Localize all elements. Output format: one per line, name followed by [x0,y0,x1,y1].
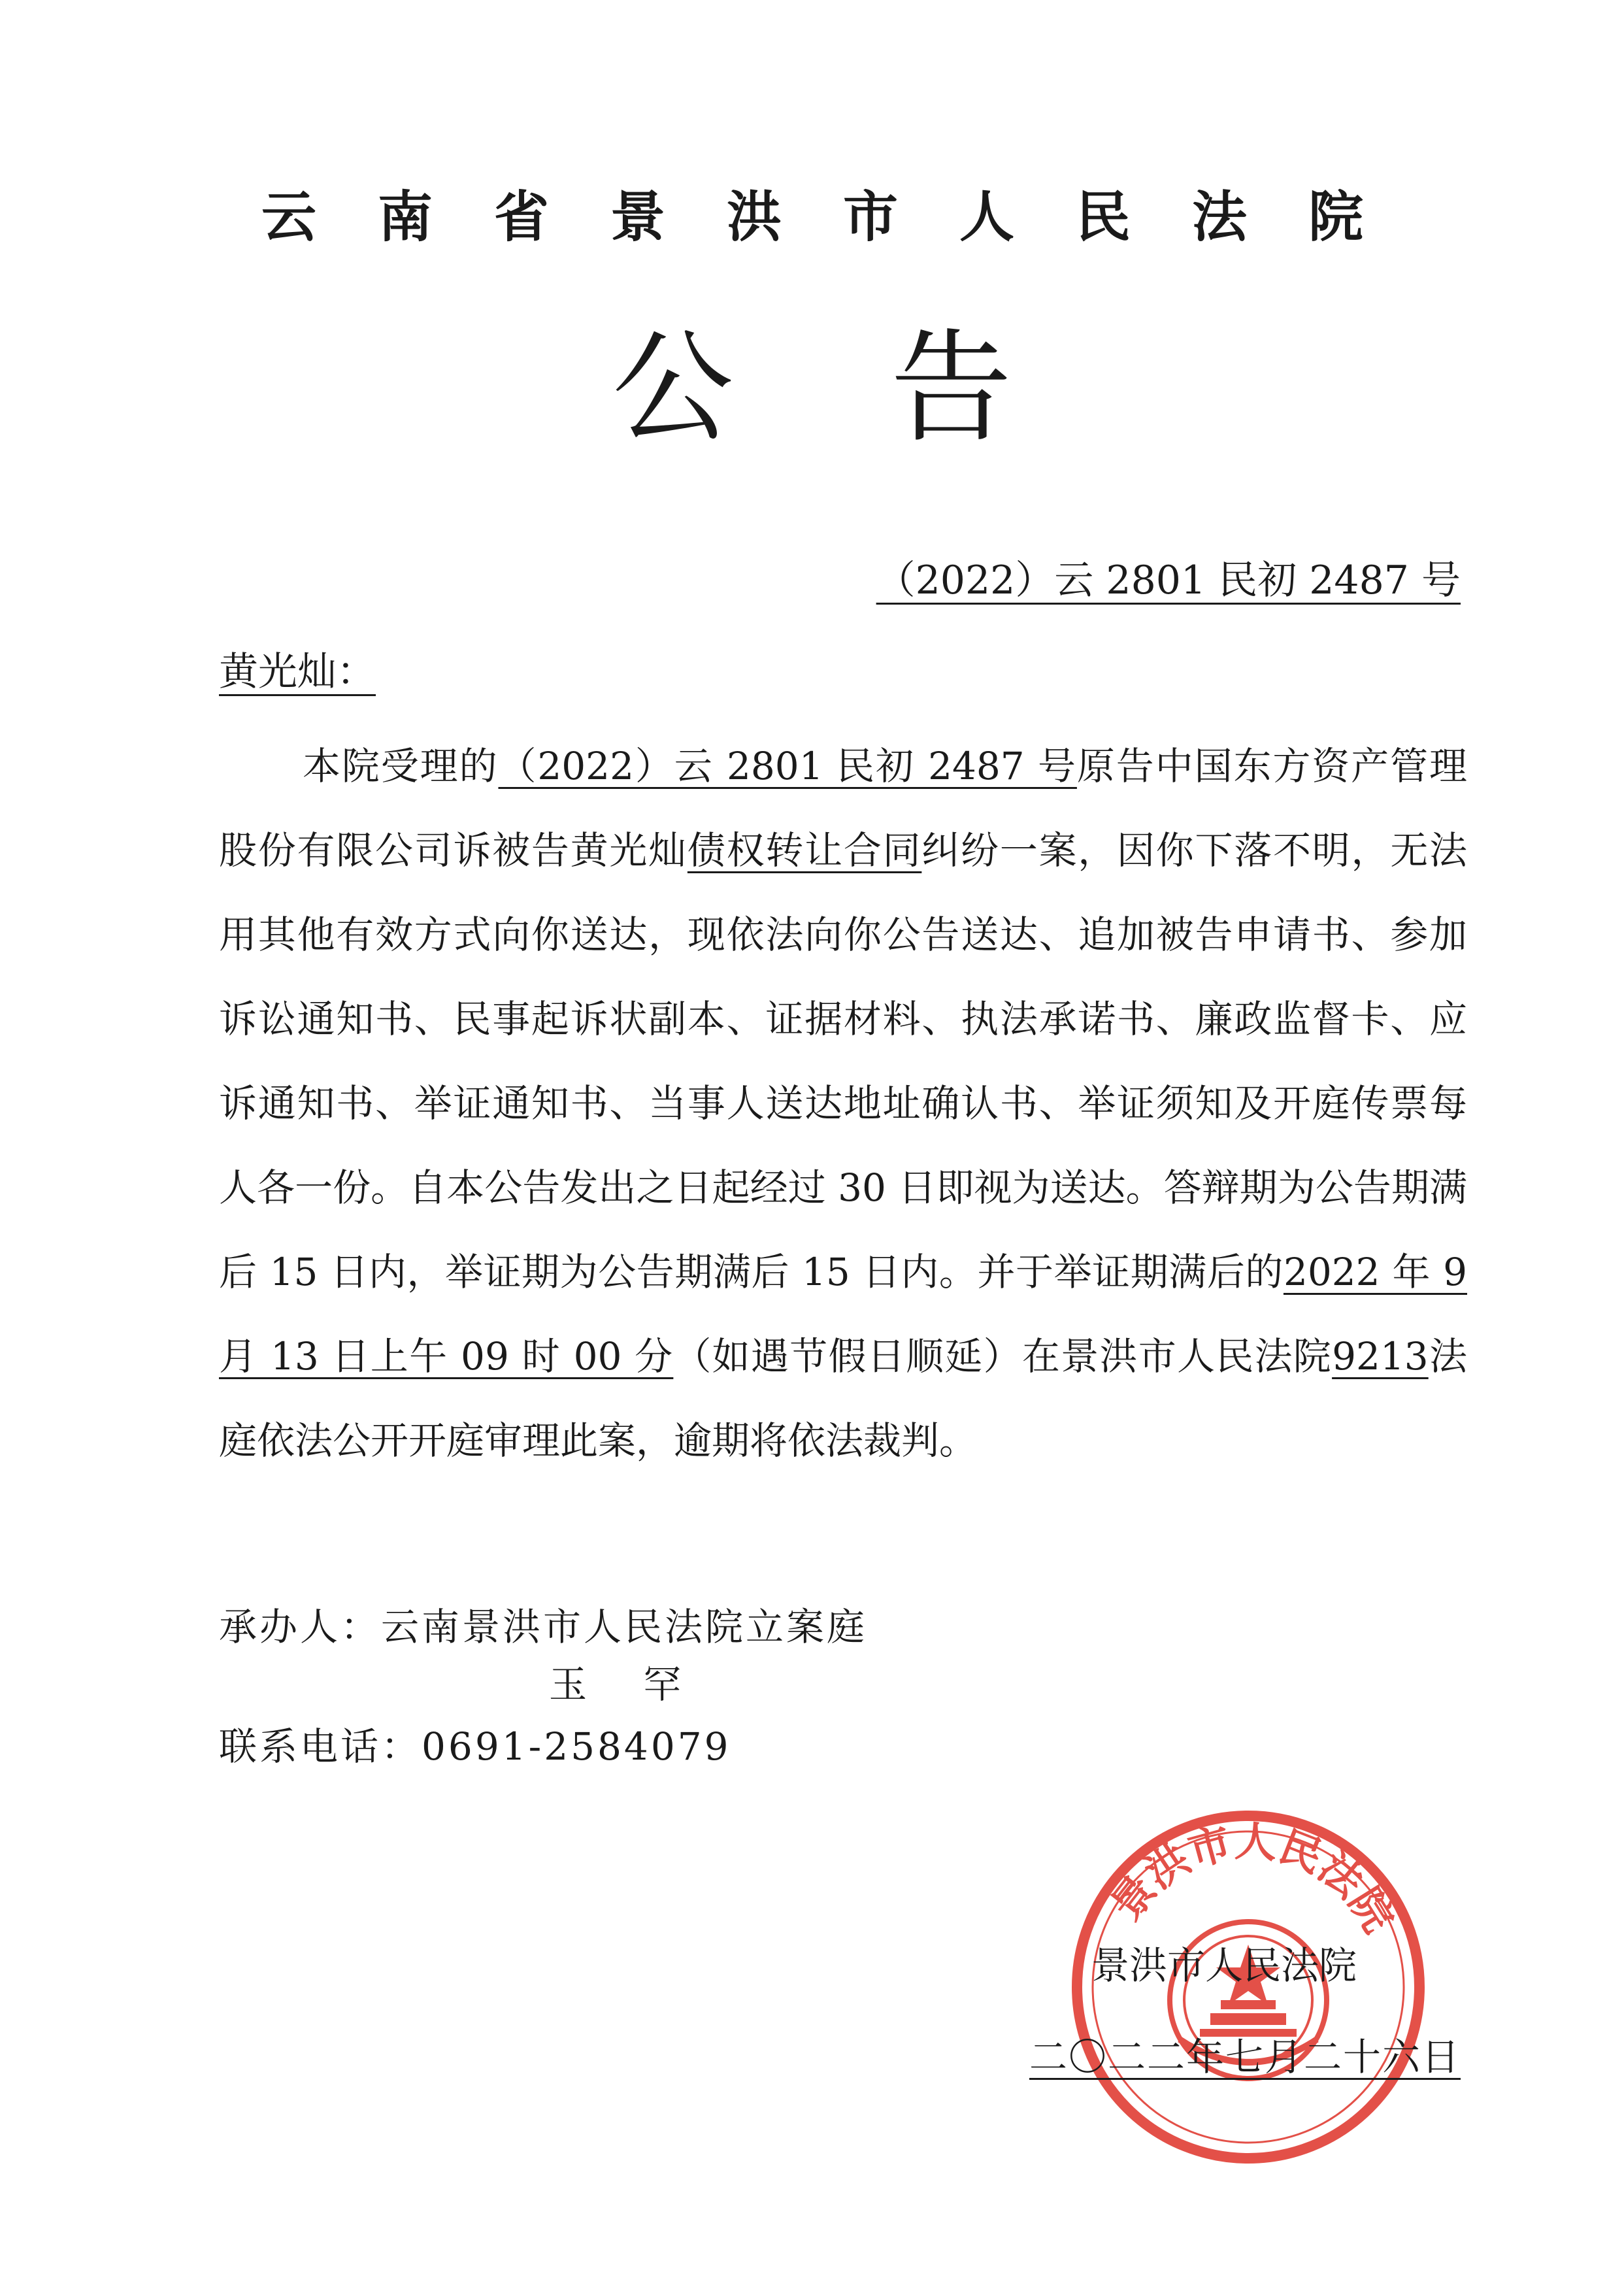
handler-name: 玉 罕 [549,1662,704,1707]
body-text-4: （如遇节假日顺延）在景洪市人民法院 [673,1334,1333,1379]
notice-title: 公告 [612,317,1169,459]
handler-department: 云南景洪市人民法院立案庭 [381,1605,868,1649]
phone-number: 0691-2584079 [422,1724,731,1769]
cause-of-action: 债权转让合同 [687,828,922,873]
hearing-time: 2022 年 9 月 13 日上午 09 时 00 分 [219,1250,1467,1379]
handler-label: 承办人： [219,1605,382,1649]
phone-row [219,1716,731,1771]
handler-row [219,1596,867,1651]
case-number: （2022）云 2801 民初 2487 号 [876,558,1461,603]
phone-label: 联系电话： [219,1724,422,1769]
signing-date: 二〇二二年七月二十六日 [1029,2035,1461,2079]
body-text-3: 纠纷一案，因你下落不明，无法用其他有效方式向你送达，现依法向你公告送达、追加被告申请书、参加诉讼通知书、民事起诉状副本、证据材料、执法承诺书、廉政监督卡、应诉通知书、举证通知书、当事人送达地址确认书、举证须知及开庭传票每人各一份。自本公告发出之日起经过 30 日即视为送达。答辩期为公告期满后 15 日内，举证期为公告期满后 15 日内。并于举证期满后的 [219,828,1467,1294]
seal-ring-text: 景洪市人民法院 [1102,1816,1403,1941]
body-text-1: 本院受理的 [303,744,499,788]
courtroom-number: 9213 [1332,1334,1429,1379]
court-name-heading: 云南省景洪市人民法院 [261,184,1425,249]
body-text-2: 原告中国东方资产管理股份有限公司诉被告黄光灿 [219,744,1467,873]
body-text-5: 法庭依法公开开庭审理此案，逾期将依法裁判。 [219,1334,1467,1463]
addressee: 黄光灿： [219,649,376,695]
notice-body [219,724,1467,1483]
signing-court: 景洪市人民法院 [1091,1943,1357,1988]
case-reference: （2022）云 2801 民初 2487 号 [498,744,1077,788]
